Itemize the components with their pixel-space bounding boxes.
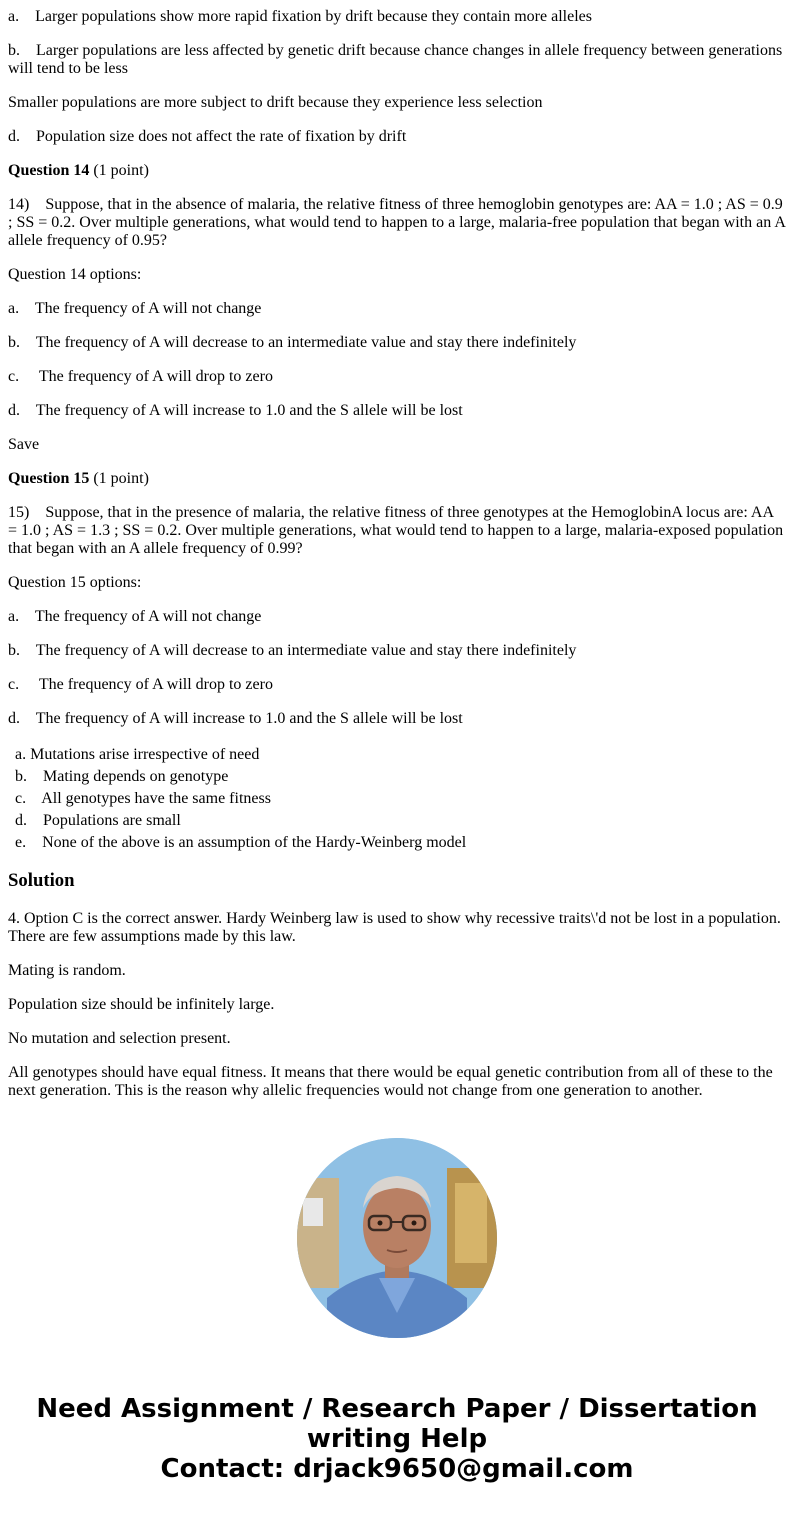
solution-paragraph: Mating is random. <box>8 962 126 979</box>
list-item: c. All genotypes have the same fitness <box>15 790 271 807</box>
question-14-options-label: Question 14 options: <box>8 266 142 283</box>
solution-paragraph: No mutation and selection present. <box>8 1030 231 1047</box>
question-15-title: Question 15 <box>8 470 90 487</box>
list-item: d. Populations are small <box>15 812 181 829</box>
question-14-text: 14) Suppose, that in the absence of malaria, the relative fitness of three hemoglobin genotypes are: AA = 1.0 ; AS = 0.9 ; SS = 0.2. Over multiple generations, what would tend to happen to a large, malaria-free population that began with an A allele frequency of 0.95? <box>8 196 785 249</box>
question-14-heading <box>8 162 786 180</box>
option-text: d. Population size does not affect the rate of fixation by drift <box>8 128 407 145</box>
author-photo <box>297 1138 497 1338</box>
banner-line-1: Need Assignment / Research Paper / Dissertation <box>36 1394 758 1424</box>
question-15-heading <box>8 470 786 488</box>
question-14-option-c: c. The frequency of A will drop to zero <box>8 368 273 385</box>
solution-paragraph: All genotypes should have equal fitness. It means that there would be equal genetic contribution from all of these to the next generation. This is the reason why allelic frequencies would not change from one generation to another. <box>8 1064 773 1099</box>
solution-paragraph: 4. Option C is the correct answer. Hardy Weinberg law is used to show why recessive traits\'d not be lost in a population. There are few assumptions made by this law. <box>8 910 781 945</box>
question-14-title: Question 14 <box>8 162 90 179</box>
question-15-text: 15) Suppose, that in the presence of malaria, the relative fitness of three genotypes at the HemoglobinA locus are: AA = 1.0 ; AS = 1.3 ; SS = 0.2. Over multiple generations, what would tend to happen to a large, malaria-exposed population that began with an A allele frequency of 0.99? <box>8 504 784 557</box>
question-14-option-d: d. The frequency of A will increase to 1.0 and the S allele will be lost <box>8 402 463 419</box>
question-15-points: (1 point) <box>89 470 149 487</box>
question-15-option-a: a. The frequency of A will not change <box>8 608 262 625</box>
question-15-options-label: Question 15 options: <box>8 574 142 591</box>
save-text: Save <box>8 436 40 453</box>
option-text: Smaller populations are more subject to drift because they experience less selection <box>8 94 543 111</box>
list-item: e. None of the above is an assumption of the Hardy-Weinberg model <box>15 834 467 851</box>
solution-paragraph: Population size should be infinitely large. <box>8 996 275 1013</box>
banner-line-2: writing Help <box>306 1424 488 1454</box>
question-15-option-c: c. The frequency of A will drop to zero <box>8 676 273 693</box>
question-14-points: (1 point) <box>89 162 149 179</box>
question-14-option-b: b. The frequency of A will decrease to an intermediate value and stay there indefinitely <box>8 334 577 351</box>
question-15-option-d: d. The frequency of A will increase to 1.0 and the S allele will be lost <box>8 710 463 727</box>
banner-contact-email: Contact: drjack9650@gmail.com <box>160 1454 634 1484</box>
author-portrait-illustration <box>297 1138 497 1338</box>
solution-section <box>8 870 786 1100</box>
question-14-option-a: a. The frequency of A will not change <box>8 300 262 317</box>
list-item: b. Mating depends on genotype <box>15 768 229 785</box>
question-15-option-b: b. The frequency of A will decrease to an intermediate value and stay there indefinitely <box>8 642 577 659</box>
author-photo-container <box>0 1138 794 1343</box>
solution-heading: Solution <box>8 870 75 891</box>
option-text: b. Larger populations are less affected by genetic drift because chance changes in allele frequency between generations will tend to be less <box>8 42 783 77</box>
option-text: a. Larger populations show more rapid fixation by drift because they contain more alleles <box>8 8 592 25</box>
list-item: a. Mutations arise irrespective of need <box>15 746 260 763</box>
contact-banner <box>0 1394 794 1484</box>
hardy-weinberg-options <box>15 746 786 852</box>
